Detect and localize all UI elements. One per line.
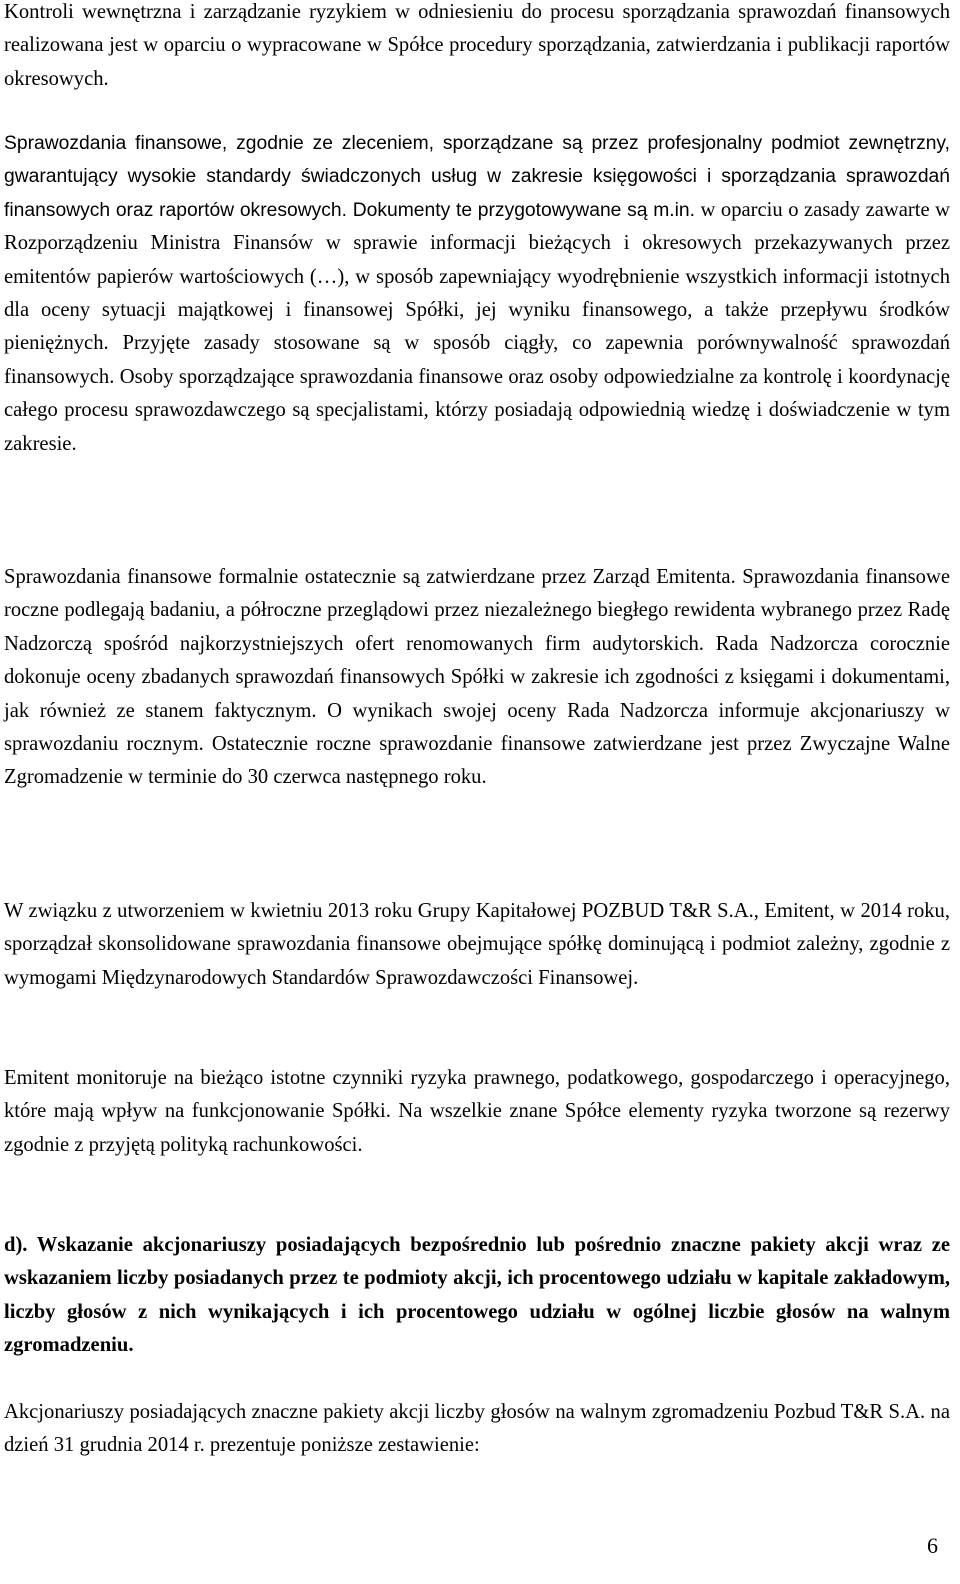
paragraph-financial-statements-preparation-sans: Sprawozdania finansowe, zgodnie ze zleceniem, sporządzane są przez profesjonalny podmiot zewnętrzny, gwarantujący wysokie standardy świadczonych usług w zakresie księgowości i sporządzania sprawozdań finansowych oraz raportów okresowych. Dokumenty te przygotowywane są m.in. bbox=[4, 133, 950, 221]
page-number: 6 bbox=[927, 1533, 938, 1558]
paragraph-capital-group: W związku z utworzeniem w kwietniu 2013 roku Grupy Kapitałowej POZBUD T&R S.A., Emitent, w 2014 roku, sporządzał skonsolidowane sprawozdania finansowe obejmujące spółkę dominującą i podmiot zależny, zgodnie z wymogami Międzynarodowych Standardów Sprawozdawczości Finansowej. bbox=[4, 900, 950, 989]
paragraph-financial-statements-preparation bbox=[4, 127, 950, 461]
paragraph-risk-monitoring: Emitent monitoruje na bieżąco istotne czynniki ryzyka prawnego, podatkowego, gospodarczego i operacyjnego, które mają wpływ na funkcjonowanie Spółki. Na wszelkie znane Spółce elementy ryzyka tworzone są rezerwy zgodnie z przyjętą polityką rachunkowości. bbox=[4, 1067, 950, 1156]
paragraph-financial-statements-preparation-serif: w oparciu o zasady zawarte w Rozporządzeniu Ministra Finansów w sprawie informacji bieżących i okresowych przekazywanych przez emitentów papierów wartościowych (…), w sposób zapewniający wyodrębnienie wszystkich informacji istotnych dla oceny sytuacji majątkowej i finansowej Spółki, jej wyniku finansowego, a także przepływu środków pieniężnych. Przyjęte zasady stosowane są w sposób ciągły, co zapewnia porównywalność sprawozdań finansowych. Osoby sporządzające sprawozdania finansowe oraz osoby odpowiedzialne za kontrolę i koordynację całego procesu sprawozdawczego są specjalistami, którzy posiadają odpowiednią wiedzę i doświadczenie w tym zakresie. bbox=[4, 198, 950, 455]
paragraph-internal-control: Kontroli wewnętrzna i zarządzanie ryzykiem w odniesieniu do procesu sporządzania sprawozdań finansowych realizowana jest w oparciu o wypracowane w Spółce procedury sporządzania, zatwierdzania i publikacji raportów okresowych. bbox=[4, 1, 950, 90]
paragraph-approval-audit: Sprawozdania finansowe formalnie ostatecznie są zatwierdzane przez Zarząd Emitenta. Sprawozdania finansowe roczne podlegają badaniu, a półroczne przeglądowi przez niezależnego biegłego rewidenta wybranego przez Radę Nadzorczą spośród najkorzystniejszych ofert renomowanych firm audytorskich. Rada Nadzorcza corocznie dokonuje oceny zbadanych sprawozdań finansowych Spółki w zakresie ich zgodności z księgami i dokumentami, jak również ze stanem faktycznym. O wynikach swojej oceny Rada Nadzorcza informuje akcjonariuszy w sprawozdaniu rocznym. Ostatecznie roczne sprawozdanie finansowe zatwierdzane jest przez Zwyczajne Walne Zgromadzenie w terminie do 30 czerwca następnego roku. bbox=[4, 566, 950, 789]
paragraph-shareholders-intro: Akcjonariuszy posiadających znaczne pakiety akcji liczby głosów na walnym zgromadzeniu Pozbud T&R S.A. na dzień 31 grudnia 2014 r. prezentuje poniższe zestawienie: bbox=[4, 1401, 950, 1457]
section-heading-d: d). Wskazanie akcjonariuszy posiadających bezpośrednio lub pośrednio znaczne pakiety akcji wraz ze wskazaniem liczby posiadanych przez te podmioty akcji, ich procentowego udziału w kapitale zakładowym, liczby głosów z nich wynikających i ich procentowego udziału w ogólnej liczbie głosów na walnym zgromadzeniu. bbox=[4, 1234, 950, 1357]
